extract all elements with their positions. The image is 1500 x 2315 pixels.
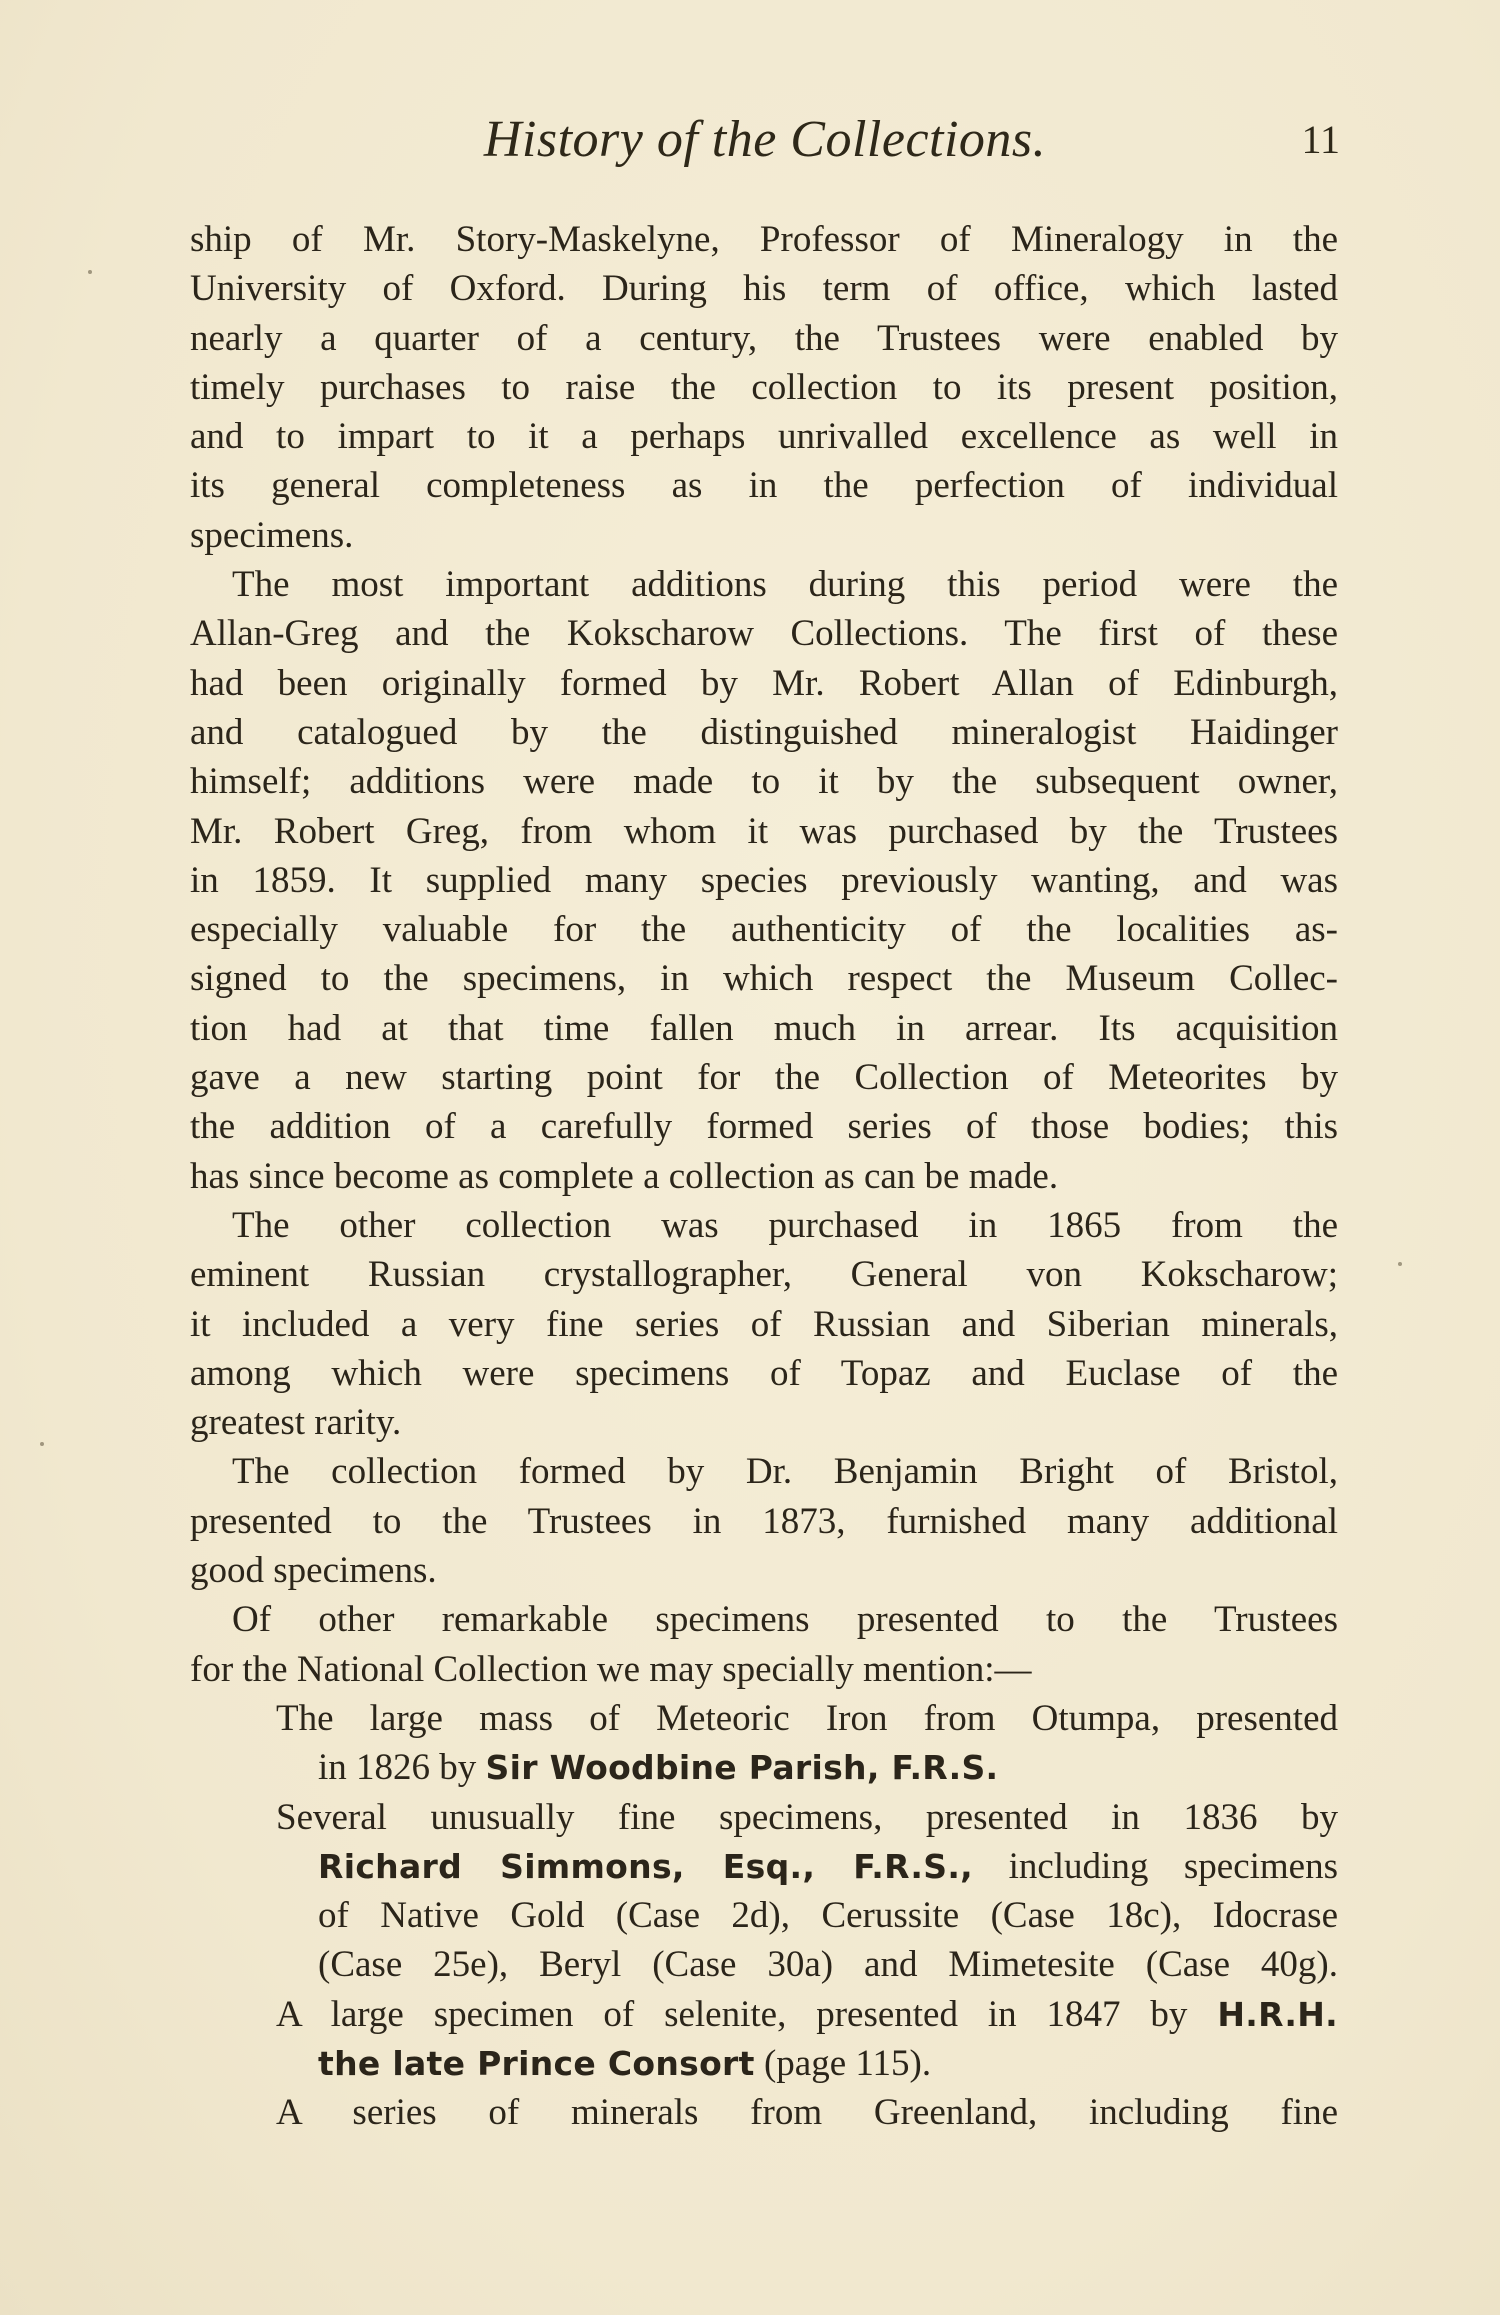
running-title: History of the Collections.: [483, 111, 1047, 168]
line-post: (page 115).: [754, 2042, 932, 2084]
text-line: eminent Russian crystallographer, General von Kokscharow;: [190, 1254, 1338, 1296]
text-line: and to impart to it a perhaps unrivalled excellence as well in: [190, 416, 1338, 458]
donor-name: Richard Simmons, Esq., F.R.S.,: [318, 1846, 974, 1886]
donor-name: Sir Woodbine Parish, F.R.S.: [485, 1748, 999, 1788]
text-line: it included a very fine series of Russian and Siberian minerals,: [190, 1303, 1338, 1345]
text-line: especially valuable for the authenticity of the localities as-: [190, 909, 1338, 951]
page-header: [190, 110, 1340, 180]
paper-speck: [40, 1442, 44, 1446]
line-post: including specimens: [973, 1845, 1339, 1887]
text-line: the addition of a carefully formed series of those bodies; this: [190, 1106, 1338, 1148]
text-line: The other collection was purchased in 1865 from the: [232, 1204, 1338, 1246]
text-line: and catalogued by the distinguished mineralogist Haidinger: [190, 711, 1338, 753]
list-item-line: of Native Gold (Case 2d), Cerussite (Case 18c), Idocrase: [318, 1895, 1338, 1937]
text-line: signed to the specimens, in which respect the Museum Collec-: [190, 958, 1338, 1000]
list-item-line: [190, 1743, 1338, 1792]
text-line: for the National Collection we may specially mention:—: [190, 1648, 1032, 1690]
text-line: himself; additions were made to it by the subsequent owner,: [190, 761, 1338, 803]
line-pre: A large specimen of selenite, presented in 1847 by: [276, 1993, 1218, 2035]
donor-name: the late Prince Consort: [318, 2043, 755, 2083]
text-line: University of Oxford. During his term of office, which lasted: [190, 268, 1338, 310]
text-line: Of other remarkable specimens presented to the Trustees: [232, 1599, 1338, 1641]
list-item-line: [190, 1842, 1338, 1891]
list-item-line: (Case 25e), Beryl (Case 30a) and Mimetesite (Case 40g).: [318, 1944, 1338, 1986]
list-item-line: A series of minerals from Greenland, including fine: [276, 2092, 1338, 2134]
text-line: presented to the Trustees in 1873, furnished many additional: [190, 1500, 1338, 1542]
line-pre: in 1826 by: [318, 1747, 486, 1789]
text-line: greatest rarity.: [190, 1402, 402, 1444]
text-line: had been originally formed by Mr. Robert Allan of Edinburgh,: [190, 662, 1338, 704]
donor-name: H.R.H.: [1217, 1994, 1338, 2034]
text-line: Mr. Robert Greg, from whom it was purchased by the Trustees: [190, 810, 1338, 852]
text-line: its general completeness as in the perfection of individual: [190, 465, 1338, 507]
text-line: among which were specimens of Topaz and Euclase of the: [190, 1352, 1338, 1394]
text-line: nearly a quarter of a century, the Trustees were enabled by: [190, 317, 1338, 359]
text-line: timely purchases to raise the collection to its present position,: [190, 366, 1338, 408]
text-line: Allan-Greg and the Kokscharow Collections. The first of these: [190, 613, 1338, 655]
text-line: gave a new starting point for the Collection of Meteorites by: [190, 1057, 1338, 1099]
list-item-line: [190, 2039, 1338, 2088]
list-item-line: The large mass of Meteoric Iron from Otumpa, presented: [276, 1697, 1338, 1739]
text-line: good specimens.: [190, 1550, 437, 1592]
text-line: has since become as complete a collection as can be made.: [190, 1155, 1059, 1197]
list-item-line: Several unusually fine specimens, presented in 1836 by: [276, 1796, 1338, 1838]
text-line: in 1859. It supplied many species previously wanting, and was: [190, 859, 1338, 901]
text-line: tion had at that time fallen much in arrear. Its acquisition: [190, 1007, 1338, 1049]
text-line: specimens.: [190, 514, 354, 556]
text-line: The most important additions during this period were the: [232, 564, 1338, 606]
paper-speck: [1398, 1262, 1402, 1266]
list-item-line: [190, 1990, 1338, 2039]
text-line: The collection formed by Dr. Benjamin Bright of Bristol,: [232, 1451, 1338, 1493]
paper-speck: [88, 270, 92, 274]
body-text: [190, 215, 1338, 2138]
text-line: ship of Mr. Story-Maskelyne, Professor of Mineralogy in the: [190, 219, 1338, 260]
page-number: 11: [1301, 117, 1340, 162]
